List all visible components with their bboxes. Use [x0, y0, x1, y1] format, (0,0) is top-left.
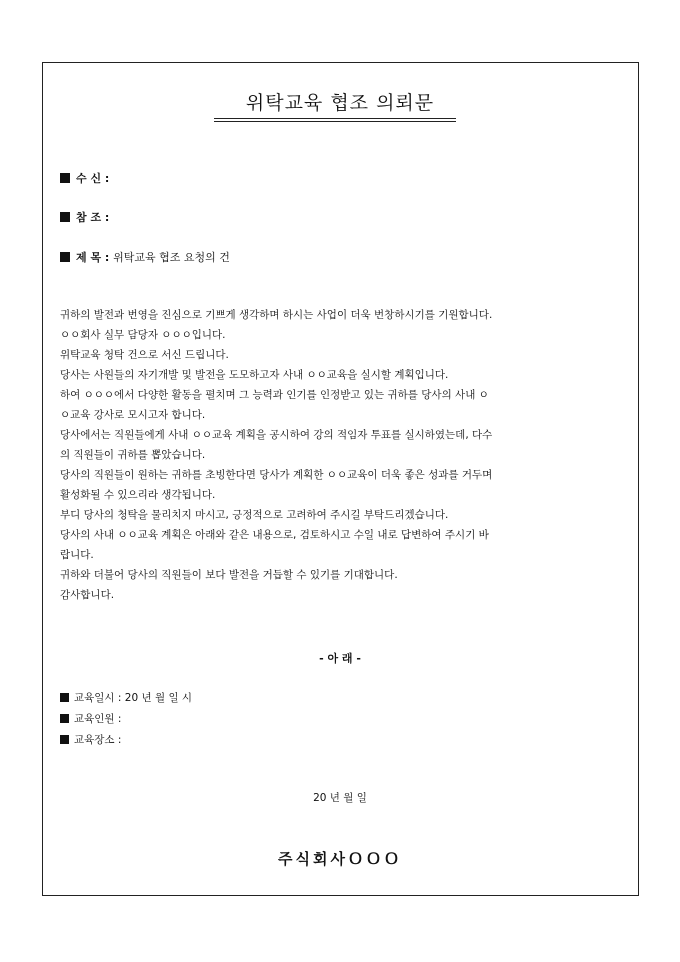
subject-value: 위탁교육 협조 요청의 건 [113, 251, 230, 264]
square-bullet-icon [60, 212, 70, 222]
body-line: 당사에서는 직원들에게 사내 ㅇㅇ교육 계획을 공시하여 강의 적임자 투표를 실시하였는데, 다수 [60, 429, 493, 441]
item-schedule [60, 690, 192, 705]
item-participants [60, 711, 121, 726]
body-line: ㅇㅇ회사 실무 담당자 ㅇㅇㅇ입니다. [60, 329, 226, 341]
square-bullet-icon [60, 693, 69, 702]
body-line: ㅇ교육 강사로 모시고자 합니다. [60, 409, 206, 421]
body-line: 의 직원들이 귀하를 뽑았습니다. [60, 449, 206, 461]
square-bullet-icon [60, 714, 69, 723]
document-title: 위탁교육 협조 의뢰문 [245, 92, 435, 114]
reference-label: 참 조 : [76, 211, 110, 224]
item-location-label: 교육장소 : [74, 734, 122, 746]
document-date: 20 년 월 일 [313, 792, 367, 804]
body-line: 감사합니다. [60, 589, 115, 601]
item-schedule-label: 교육일시 : 20 년 월 일 시 [74, 692, 193, 704]
item-location [60, 732, 121, 747]
letter-body [60, 305, 625, 605]
subject-label: 제 목 : [76, 251, 110, 264]
item-participants-label: 교육인원 : [74, 713, 122, 725]
reference-row [60, 209, 109, 225]
ahrae-heading: - 아 래 - [319, 652, 361, 665]
body-line: 귀하의 발전과 번영을 진심으로 기쁘게 생각하며 하시는 사업이 더욱 번창하시기를 기원합니다. [60, 309, 493, 321]
body-line: 하여 ㅇㅇㅇ에서 다양한 활동을 펼치며 그 능력과 인기를 인정받고 있는 귀하를 당사의 사내 ㅇ [60, 389, 489, 401]
title-underline [214, 118, 456, 119]
square-bullet-icon [60, 252, 70, 262]
body-line: 랍니다. [60, 549, 94, 561]
body-line: 당사는 사원들의 자기개발 및 발전을 도모하고자 사내 ㅇㅇ교육을 실시할 계획입니다. [60, 369, 449, 381]
body-line: 부디 당사의 청탁을 물리치지 마시고, 긍정적으로 고려하여 주시길 부탁드리겠습니다. [60, 509, 449, 521]
body-line: 위탁교육 청탁 건으로 서신 드립니다. [60, 349, 229, 361]
body-line: 귀하와 더불어 당사의 직원들이 보다 발전을 거듭할 수 있기를 기대합니다. [60, 569, 398, 581]
body-line: 당사의 사내 ㅇㅇ교육 계획은 아래와 같은 내용으로, 검토하시고 수일 내로 답변하여 주시기 바 [60, 529, 489, 541]
subject-row [60, 249, 230, 265]
square-bullet-icon [60, 173, 70, 183]
body-line: 활성화될 수 있으리라 생각됩니다. [60, 489, 216, 501]
recipient-label: 수 신 : [76, 172, 110, 185]
company-name: 주식회사ＯＯＯ [278, 850, 402, 868]
square-bullet-icon [60, 735, 69, 744]
title-underline-double [214, 121, 456, 122]
body-line: 당사의 직원들이 원하는 귀하를 초빙한다면 당사가 계획한 ㅇㅇ교육이 더욱 좋은 성과를 거두며 [60, 469, 493, 481]
recipient-row [60, 170, 109, 186]
